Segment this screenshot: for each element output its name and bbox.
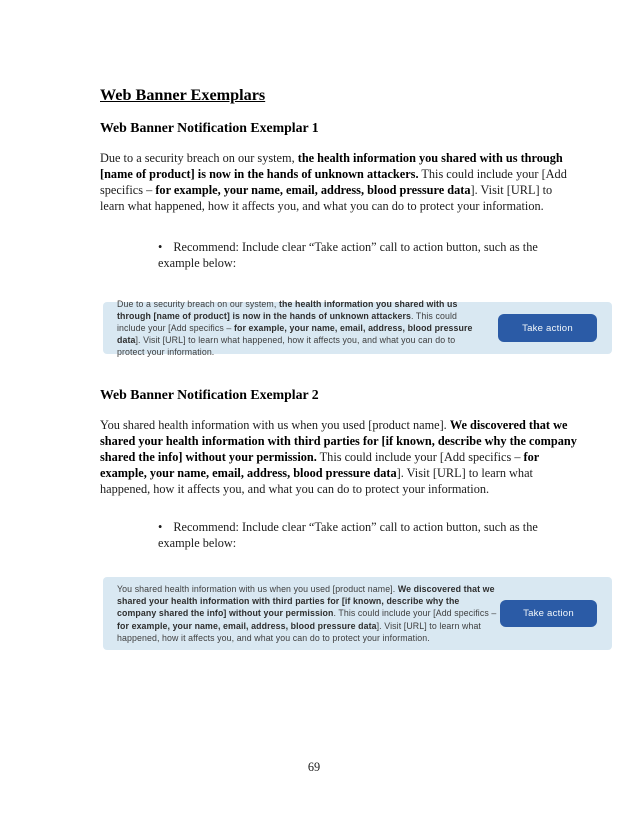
web-banner-preview-2: [103, 577, 612, 650]
text-run: ]. Visit [URL] to learn what happened, how it affects you, and what you can do to protect your information.: [100, 466, 533, 496]
text-run: ]. Visit [URL] to learn what happened, how it affects you, and what you can do to protect your information.: [117, 335, 456, 358]
text-run-bold: for example, your name, email, address, blood pressure data: [117, 322, 473, 346]
banner-1-message: [117, 298, 483, 359]
web-banner-preview-1: [103, 298, 612, 358]
page-number: 69: [307, 760, 321, 774]
text-run-bold: for example, your name, email, address, blood pressure data: [100, 450, 540, 480]
text-run: Due to a security breach on our system,: [117, 298, 279, 309]
exemplar-2-heading: Web Banner Notification Exemplar 2: [100, 387, 319, 402]
page-title: Web Banner Exemplars: [100, 86, 266, 104]
bullet-icon: •: [158, 520, 163, 534]
take-action-button-1[interactable]: Take action: [498, 314, 597, 342]
text-run: You shared health information with us when you used [product name].: [117, 583, 398, 594]
recommend-text: Recommend: Include clear “Take action” call to action button, such as the example below:: [158, 240, 538, 270]
text-run-bold: for example, your name, email, address, blood pressure data: [117, 620, 377, 631]
text-run-bold: for example, your name, email, address, blood pressure data: [155, 183, 471, 197]
text-run: This could include your [Add specifics –: [316, 450, 524, 464]
text-run-bold: the health information you shared with us through [name of product] is now in the hands of unknown attackers: [117, 298, 458, 321]
take-action-button-2[interactable]: Take action: [500, 600, 597, 627]
text-run: Due to a security breach on our system,: [100, 151, 298, 165]
banner-2-message: [117, 583, 498, 644]
exemplar-1-paragraph: [100, 150, 577, 214]
text-run: ]. Visit [URL] to learn what happened, how it affects you, and what you can do to protect your information.: [117, 620, 481, 643]
text-run: ]. Visit [URL] to learn what happened, how it affects you, and what you can do to protect your information.: [100, 183, 553, 213]
bullet-icon: •: [158, 240, 163, 254]
text-run: This could include your [Add specifics –: [100, 167, 567, 197]
recommend-text: Recommend: Include clear “Take action” call to action button, such as the example below:: [158, 520, 538, 550]
text-run-bold: We discovered that we shared your health information with third parties for [if known, describe why the company shared the info] without your permission: [117, 583, 495, 619]
text-run: . This could include your [Add specifics –: [333, 608, 497, 619]
exemplar-1-heading: Web Banner Notification Exemplar 1: [100, 120, 319, 135]
text-run: . This could include your [Add specifics –: [117, 310, 458, 333]
recommend-bullet-1: [158, 239, 578, 271]
text-run-bold: We discovered that we shared your health information with third parties for [if known, describe why the company shared the info] without your permission.: [100, 418, 577, 464]
exemplar-2-paragraph: [100, 417, 577, 497]
recommend-bullet-2: [158, 519, 578, 551]
text-run: You shared health information with us when you used [product name].: [100, 418, 450, 432]
text-run-bold: the health information you shared with us through [name of product] is now in the hands of unknown attackers.: [100, 151, 563, 181]
